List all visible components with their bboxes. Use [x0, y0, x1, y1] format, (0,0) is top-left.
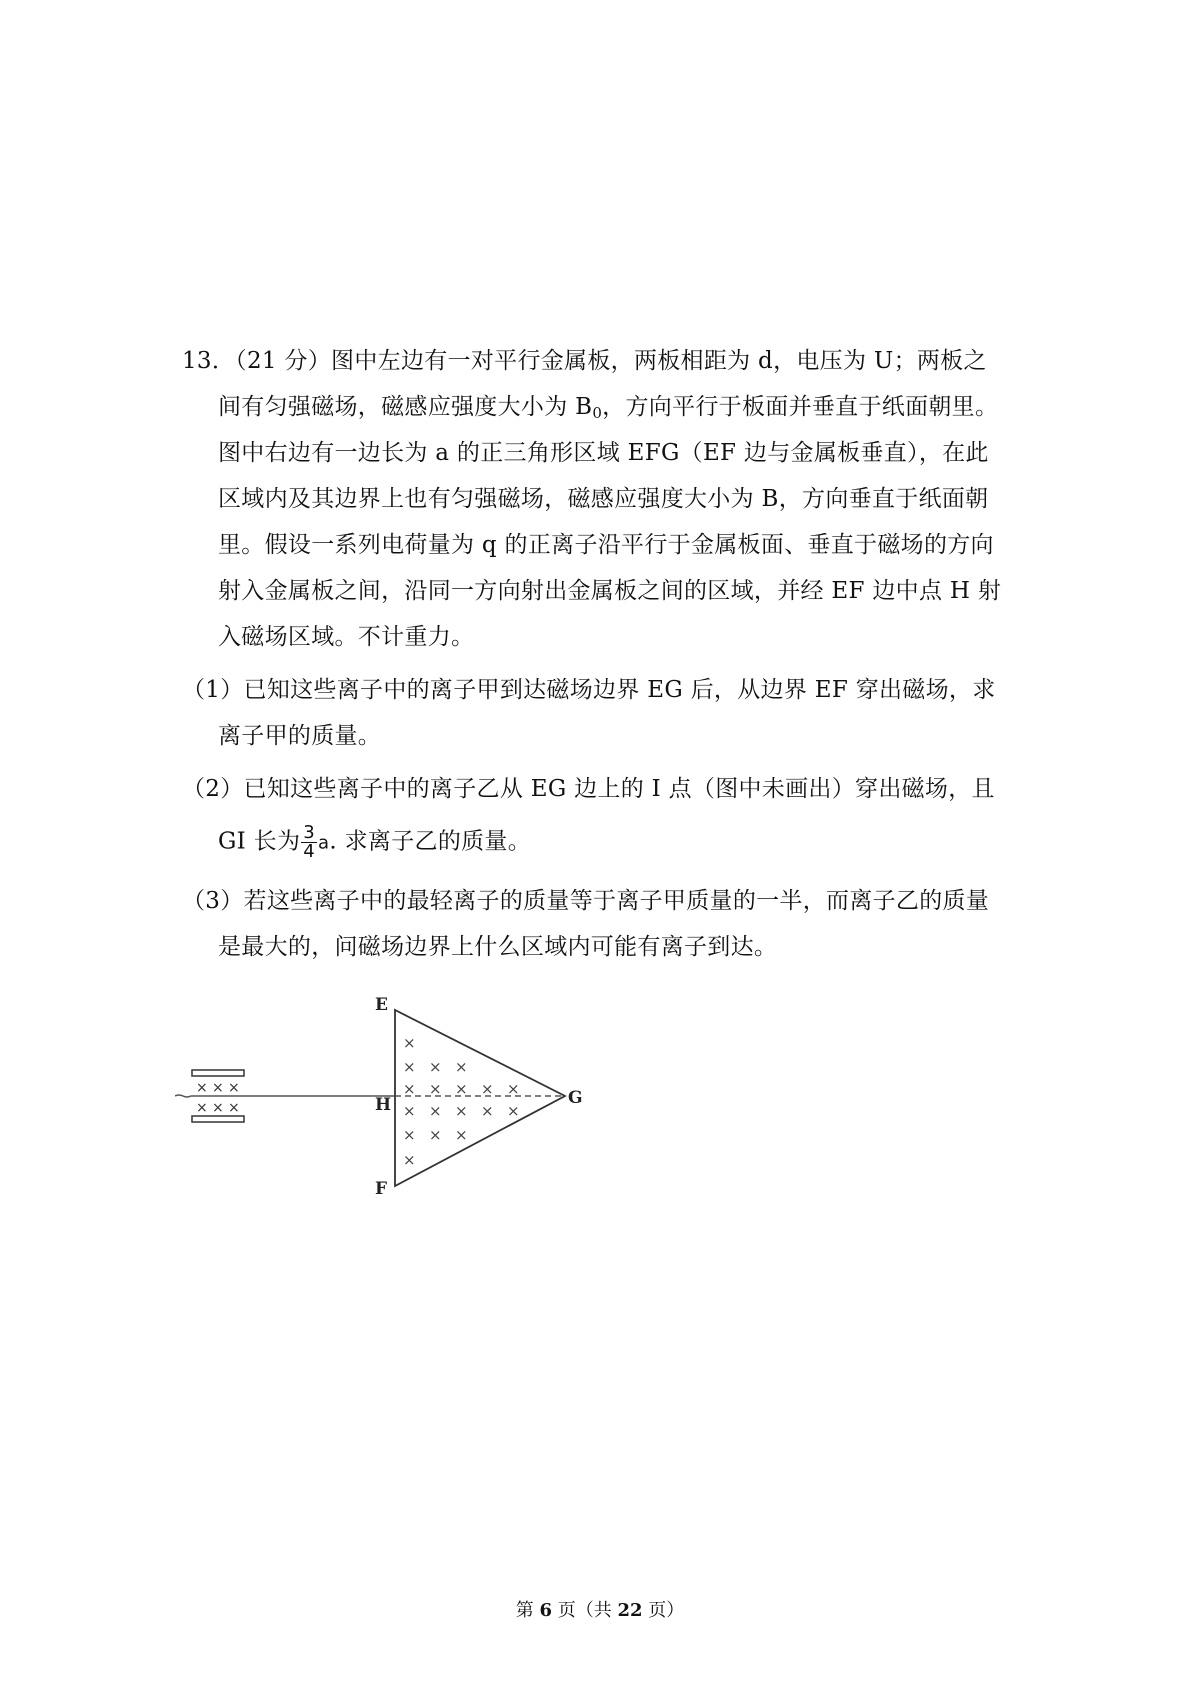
- plate-cross: ×: [196, 1100, 208, 1116]
- field-cross: ×: [455, 1126, 468, 1144]
- footer-middle: 页（共: [552, 1600, 618, 1621]
- sub-question-2-line-1: （2）已知这些离子中的离子乙从 EG 边上的 I 点（图中未画出）穿出磁场，且: [182, 776, 995, 802]
- field-cross: ×: [403, 1034, 416, 1052]
- label-f: F: [375, 1179, 388, 1199]
- plate-cross: ×: [196, 1080, 208, 1096]
- field-cross: ×: [507, 1102, 520, 1120]
- plate-cross: ×: [228, 1080, 240, 1096]
- physics-figure: [175, 990, 595, 1200]
- field-cross: ×: [507, 1080, 520, 1098]
- footer-total-pages: 22: [617, 1600, 643, 1621]
- label-g: G: [568, 1088, 583, 1108]
- upper-plate: [192, 1070, 244, 1076]
- fraction-variable: a: [318, 832, 330, 854]
- question-line-1: 13．（21 分）图中左边有一对平行金属板，两板相距为 d，电压为 U；两板之: [182, 348, 987, 374]
- label-e: E: [375, 995, 388, 1015]
- field-cross: ×: [403, 1080, 416, 1098]
- page-footer: [0, 1596, 1200, 1622]
- question-line-5: 里。假设一系列电荷量为 q 的正离子沿平行于金属板面、垂直于磁场的方向: [218, 532, 994, 558]
- field-cross: ×: [429, 1102, 442, 1120]
- footer-page-number: 6: [539, 1600, 552, 1621]
- field-cross: ×: [455, 1080, 468, 1098]
- sub-question-1-line-2: 离子甲的质量。: [218, 723, 382, 749]
- field-cross: ×: [429, 1126, 442, 1144]
- question-line-6: 射入金属板之间，沿同一方向射出金属板之间的区域，并经 EF 边中点 H 射: [218, 578, 1002, 604]
- footer-prefix: 第: [515, 1600, 540, 1621]
- field-cross: ×: [403, 1151, 416, 1169]
- question-line-4: 区域内及其边界上也有匀强磁场，磁感应强度大小为 B，方向垂直于纸面朝: [218, 486, 989, 512]
- plate-cross: ×: [228, 1100, 240, 1116]
- sub-question-2-suffix: . 求离子乙的质量。: [329, 828, 532, 855]
- sub-question-1-line-1: （1）已知这些离子中的离子甲到达磁场边界 EG 后，从边界 EF 穿出磁场，求: [182, 677, 996, 703]
- plate-cross: ×: [212, 1080, 224, 1096]
- field-cross: ×: [481, 1080, 494, 1098]
- plate-cross: ×: [212, 1100, 224, 1116]
- field-cross: ×: [481, 1102, 494, 1120]
- field-cross: ×: [403, 1102, 416, 1120]
- b0-subscript: 0: [592, 404, 603, 422]
- field-cross: ×: [429, 1080, 442, 1098]
- footer-suffix: 页）: [642, 1600, 685, 1621]
- triangle-efg: [395, 1010, 565, 1186]
- sub-question-3-line-2: 是最大的，问磁场边界上什么区域内可能有离子到达。: [218, 934, 778, 960]
- label-h: H: [375, 1095, 392, 1115]
- fraction-three-quarters: [301, 824, 317, 861]
- question-line-2-tail: ，方向平行于板面并垂直于纸面朝里。: [602, 394, 999, 420]
- sub-question-3-line-1: （3）若这些离子中的最轻离子的质量等于离子甲质量的一半，而离子乙的质量: [182, 888, 990, 914]
- lower-plate: [192, 1116, 244, 1122]
- fraction-denominator: 4: [303, 841, 316, 862]
- field-cross: ×: [403, 1058, 416, 1076]
- question-line-2: [218, 392, 998, 422]
- question-line-3: 图中右边有一边长为 a 的正三角形区域 EFG（EF 边与金属板垂直），在此: [218, 440, 989, 466]
- question-line-7: 入磁场区域。不计重力。: [218, 624, 475, 650]
- fraction-numerator: 3: [303, 822, 316, 843]
- sub-question-2-line-2: [218, 824, 531, 861]
- magnetic-field-crosses: [403, 1034, 520, 1169]
- ion-path-line: [175, 1095, 395, 1097]
- field-cross: ×: [429, 1058, 442, 1076]
- field-cross: ×: [455, 1058, 468, 1076]
- field-cross: ×: [403, 1126, 416, 1144]
- field-cross: ×: [455, 1102, 468, 1120]
- gi-length-label: GI 长为: [218, 828, 301, 855]
- question-line-2-text: 间有匀强磁场，磁感应强度大小为 B: [218, 394, 593, 420]
